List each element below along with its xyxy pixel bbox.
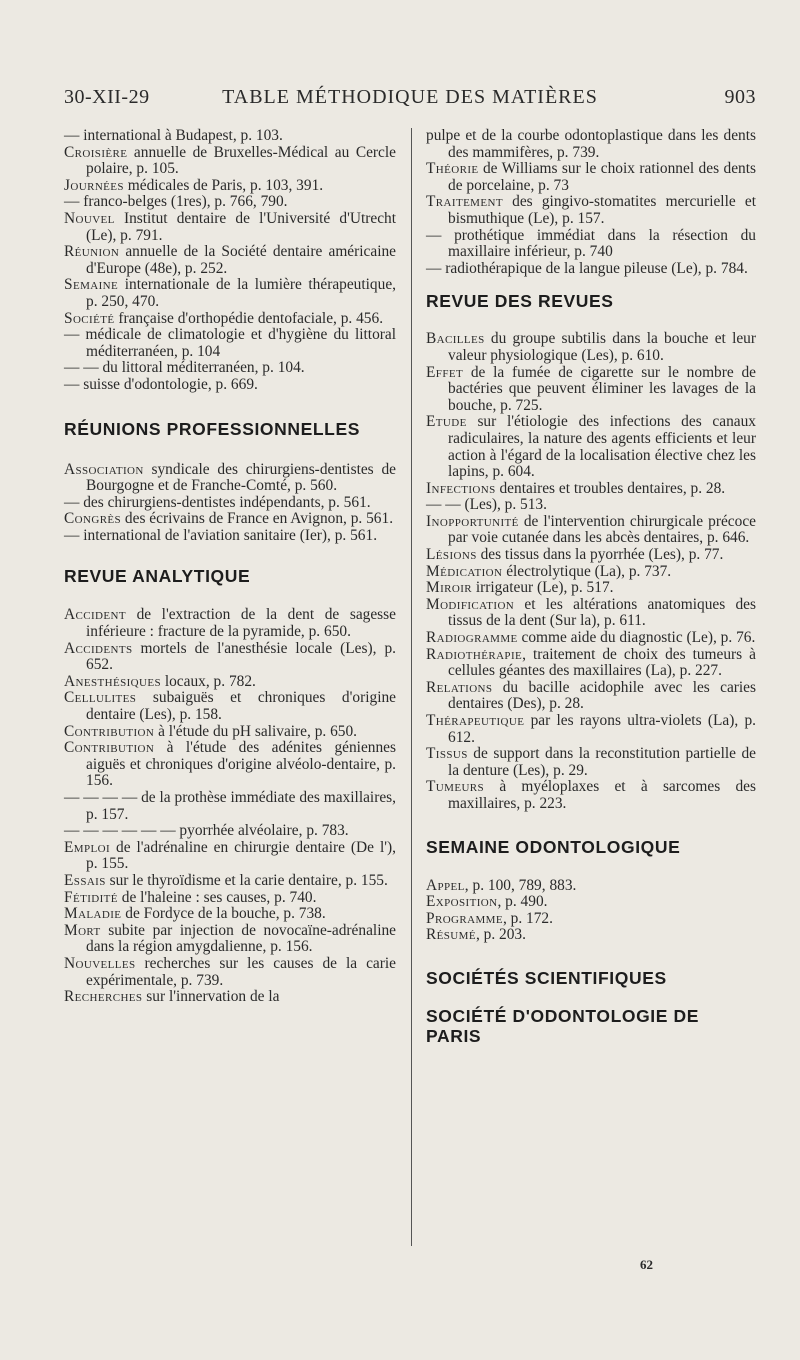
index-entry [64, 311, 396, 328]
column-divider [411, 128, 412, 1246]
entry-lead-term: Médication [426, 562, 503, 580]
entries-reunions [64, 462, 396, 545]
entry-lead-term: Traitement [426, 193, 503, 211]
entry-text: , p. 490. [497, 893, 548, 911]
index-entry [426, 161, 756, 194]
entry-lead-term: Modification [426, 595, 515, 613]
entry-text: — prothétique immédiat dans la résection du maxillaire inférieur, p. 740 [426, 226, 756, 261]
entry-lead-term: Programme [426, 909, 503, 927]
entry-text: locaux, p. 782. [160, 672, 256, 690]
entry-lead-term: Emploi [64, 838, 111, 856]
entry-lead-term: Contribution [64, 739, 155, 757]
entry-lead-term: Tissus [426, 745, 468, 763]
heading-semaine-odontologique: SEMAINE ODONTOLOGIQUE [426, 836, 681, 857]
entry-text: à myéloplaxes et à sarcomes des maxillaires, p. 223. [448, 778, 756, 812]
entry-text: de l'adrénaline en chirurgie dentaire (De l'), p. 155. [86, 838, 396, 873]
index-entry [64, 327, 396, 360]
entry-lead-term: Bacilles [426, 330, 485, 348]
heading-societe-odontologie-paris: SOCIÉTÉ D'ODONTOLOGIE DE PARIS [426, 1005, 699, 1046]
index-entry [64, 740, 396, 790]
index-entry [64, 244, 396, 277]
entry-text: dentaires et troubles dentaires, p. 28. [495, 479, 726, 497]
entry-lead-term: Nouvelles [64, 954, 136, 972]
entry-lead-term: Radiothérapie [426, 645, 523, 663]
entry-lead-term: Association [64, 460, 144, 478]
entry-lead-term: Nouvel [64, 209, 115, 227]
entry-text: de Fordyce de la bouche, p. 738. [121, 905, 326, 923]
index-entry [64, 194, 396, 211]
index-entry [426, 680, 756, 713]
entry-lead-term: Inopportunité [426, 512, 519, 530]
entry-lead-term: Journées [64, 176, 124, 194]
index-entry [64, 724, 396, 741]
entry-text: de l'extraction de la dent de sagesse inférieure : fracture de la pyramide, p. 650. [86, 606, 396, 641]
left-column [64, 128, 396, 1006]
header-title: TABLE MÉTHODIQUE DES MATIÈRES [222, 86, 598, 108]
entry-text: des écrivains de France en Avignon, p. 561. [121, 510, 394, 528]
entry-text: irrigateur (Le), p. 517. [472, 579, 614, 597]
entry-lead-term: Réunion [64, 243, 120, 261]
entry-lead-term: Effet [426, 363, 464, 381]
index-entry [426, 647, 756, 680]
entry-text: des tissus dans la pyorrhée (Les), p. 77. [476, 546, 724, 564]
entries-analytique [64, 607, 396, 1005]
entry-text: — — (Les), p. 513. [426, 496, 547, 514]
index-entry [64, 923, 396, 956]
index-entry [426, 894, 756, 911]
index-entry [64, 823, 396, 840]
index-entry [64, 511, 396, 528]
entry-text: Institut dentaire de l'Université d'Utrecht (Le), p. 791. [86, 209, 396, 244]
entry-lead-term: Anesthésiques [64, 672, 161, 690]
entry-text: de la fumée de cigarette sur le nombre de bactéries que peuvent éliminer les lavages de la bouche, p. 725. [448, 363, 756, 414]
entry-text: du bacille acidophile avec les caries dentaires (Des), p. 28. [448, 678, 756, 713]
index-entry [64, 790, 396, 823]
index-entry [426, 331, 756, 364]
index-entry [64, 873, 396, 890]
index-entry [64, 528, 396, 545]
index-entry [64, 360, 396, 377]
entry-lead-term: Infections [426, 479, 496, 497]
entry-text: par les rayons ultra-violets (La), p. 612. [448, 712, 756, 746]
entry-text: — médicale de climatologie et d'hygiène du littoral méditerranéen, p. 104 [64, 326, 396, 360]
entry-lead-term: Lésions [426, 546, 477, 564]
entry-text: recherches sur les causes de la carie expérimentale, p. 739. [86, 954, 396, 989]
entry-text: — international à Budapest, p. 103. [64, 127, 283, 144]
entry-text: — des chirurgiens-dentistes indépendants, p. 561. [64, 493, 371, 511]
entry-lead-term: Essais [64, 871, 106, 889]
entry-lead-term: Miroir [426, 579, 473, 597]
entry-text: subaiguës et chroniques d'origine dentaire (Les), p. 158. [86, 689, 396, 724]
entry-text: , traitement de choix des tumeurs à cellules géantes des maxillaires (La), p. 227. [448, 645, 756, 680]
entry-text: — radiothérapique de la langue pileuse (Le), p. 784. [426, 259, 748, 277]
entry-text: de support dans la reconstitution partielle de la denture (Les), p. 29. [448, 745, 756, 779]
entry-text: sur l'innervation de la [142, 988, 280, 1006]
entry-text: , p. 203. [475, 926, 526, 944]
index-entry [64, 462, 396, 495]
index-entry [64, 377, 396, 394]
entry-text: — suisse d'odontologie, p. 669. [64, 375, 258, 393]
entry-text: — international de l'aviation sanitaire (Ier), p. 561. [64, 526, 378, 544]
index-entry [426, 878, 756, 895]
index-entry [64, 674, 396, 691]
entry-text: , p. 100, 789, 883. [464, 876, 577, 894]
entry-text: des gingivo-stomatites mercurielle et bismuthique (Le), p. 157. [448, 193, 756, 227]
heading-revue-des-revues: REVUE DES REVUES [426, 291, 614, 312]
entry-lead-term: Maladie [64, 905, 122, 923]
entry-lead-term: Relations [426, 678, 493, 696]
entry-text: à l'étude des adénites géniennes aiguës et chroniques d'origine alvéolo-dentaire, p. 156. [86, 739, 396, 790]
index-entry [64, 178, 396, 195]
index-entry [64, 906, 396, 923]
index-entry [426, 746, 756, 779]
index-entry [426, 128, 756, 161]
index-entry [426, 514, 756, 547]
index-entry [426, 580, 756, 597]
header-date: 30-XII-29 [64, 86, 150, 108]
index-entry [426, 547, 756, 564]
entry-lead-term: Contribution [64, 722, 155, 740]
index-entry [426, 630, 756, 647]
entry-lead-term: Accidents [64, 639, 133, 657]
entry-lead-term: Fétidité [64, 888, 118, 906]
entry-text: annuelle de la Société dentaire américaine d'Europe (48e), p. 252. [86, 243, 396, 277]
entry-lead-term: Recherches [64, 988, 143, 1006]
entry-lead-term: Tumeurs [426, 778, 485, 796]
entry-lead-term: Croisière [64, 143, 128, 161]
index-entry [426, 194, 756, 227]
index-entry [426, 481, 756, 498]
entry-lead-term: Radiogramme [426, 629, 518, 647]
index-entry [64, 277, 396, 310]
entry-text: syndicale des chirurgiens-dentistes de Bourgogne et de Franche-Comté, p. 560. [86, 460, 396, 495]
index-entry [64, 128, 396, 145]
index-entry [426, 414, 756, 480]
entry-text: médicales de Paris, p. 103, 391. [123, 176, 324, 194]
entry-text: de l'haleine : ses causes, p. 740. [117, 888, 317, 906]
heading-reunions-professionnelles: RÉUNIONS PROFESSIONNELLES [64, 418, 361, 439]
entry-text: sur l'étiologie des infections des canaux radiculaires, la nature des agents efficients et leur action à l'égard de la localisation élective chez les lapins, p. 604. [448, 413, 756, 481]
index-entry [426, 597, 756, 630]
entry-lead-term: Appel [426, 876, 465, 894]
entry-lead-term: Cellulites [64, 689, 137, 707]
index-entry [64, 607, 396, 640]
entry-text: de l'intervention chirurgicale précoce par voie cutanée dans les abcès dentaires, p. 646. [448, 512, 756, 547]
entry-text: — — du littoral méditerranéen, p. 104. [64, 359, 305, 377]
entry-lead-term: Thérapeutique [426, 712, 525, 729]
signature-mark: 62 [640, 1257, 653, 1272]
index-entry [64, 641, 396, 674]
index-entry [426, 779, 756, 812]
index-entry [64, 890, 396, 907]
index-entry [64, 690, 396, 723]
entry-text: annuelle de Bruxelles-Médical au Cercle polaire, p. 105. [86, 143, 396, 178]
index-entry [426, 365, 756, 415]
entry-lead-term: Congrès [64, 510, 122, 528]
index-entry [426, 927, 756, 944]
entry-lead-term: Accident [64, 606, 126, 624]
entry-text: internationale de la lumière thérapeutique, p. 250, 470. [86, 276, 396, 310]
entry-text: — — — — — — pyorrhée alvéolaire, p. 783. [64, 822, 349, 840]
entry-lead-term: Théorie [426, 160, 479, 178]
index-entry [426, 713, 756, 746]
entry-lead-term: Etude [426, 413, 467, 431]
index-entry [64, 495, 396, 512]
entry-lead-term: Semaine [64, 276, 119, 294]
entry-text: — franco-belges (1res), p. 766, 790. [64, 193, 288, 211]
right-column [426, 128, 756, 1046]
index-entry [64, 989, 396, 1006]
entry-lead-term: Mort [64, 921, 101, 939]
entry-lead-term: Résumé [426, 926, 476, 944]
entry-lead-term: Exposition [426, 893, 498, 911]
header-page-number: 903 [724, 86, 756, 108]
entry-text: du groupe subtilis dans la bouche et leur valeur physiologique (Les), p. 610. [448, 330, 756, 364]
entry-text: électrolytique (La), p. 737. [502, 562, 672, 580]
entry-text: et les altérations anatomiques des tissus de la dent (Sur la), p. 611. [448, 595, 756, 630]
index-entry [64, 840, 396, 873]
index-entry [426, 497, 756, 514]
entries-revues [426, 331, 756, 812]
index-entry [426, 564, 756, 581]
entries-top-left [64, 128, 396, 394]
entry-text: pulpe et de la courbe odontoplastique dans les dents des mammifères, p. 739. [426, 127, 756, 161]
entry-text: , p. 172. [502, 909, 553, 927]
index-entry [64, 145, 396, 178]
entry-text: comme aide du diagnostic (Le), p. 76. [517, 629, 756, 647]
entry-text: subite par injection de novocaïne-adrénaline dans la région amygdalienne, p. 156. [86, 921, 396, 956]
heading-revue-analytique: REVUE ANALYTIQUE [64, 566, 251, 587]
entry-text: mortels de l'anesthésie locale (Les), p. 652. [86, 639, 396, 674]
entry-text: de Williams sur le choix rationnel des dents de porcelaine, p. 73 [448, 160, 756, 194]
index-entry [426, 911, 756, 928]
index-entry [64, 211, 396, 244]
entries-top-right [426, 128, 756, 277]
entry-text: — — — — de la prothèse immédiate des maxillaires, p. 157. [64, 789, 396, 823]
index-entry [426, 228, 756, 261]
entries-semaine [426, 878, 756, 944]
entry-text: sur le thyroïdisme et la carie dentaire, p. 155. [105, 871, 388, 889]
index-entry [426, 261, 756, 278]
index-entry [64, 956, 396, 989]
entry-text: à l'étude du pH salivaire, p. 650. [154, 722, 358, 740]
entry-lead-term: Société [64, 309, 115, 327]
entry-text: française d'orthopédie dentofaciale, p. 456. [114, 309, 384, 327]
heading-societes-scientifiques: SOCIÉTÉS SCIENTIFIQUES [426, 967, 667, 988]
